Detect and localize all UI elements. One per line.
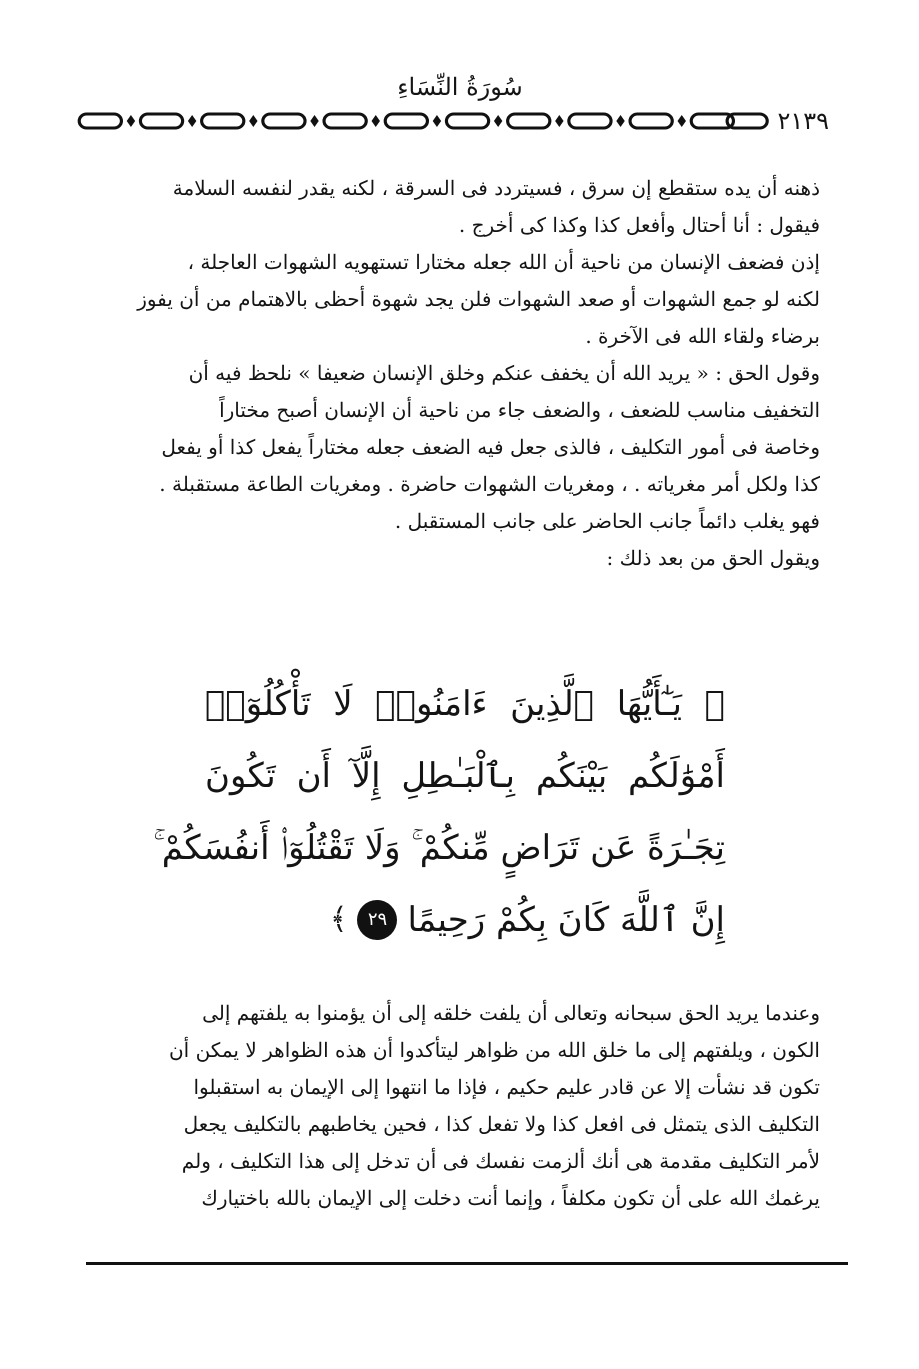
text-line: التخفيف مناسب للضعف ، والضعف جاء من ناحية أن الإنسان أصبح مختاراً xyxy=(219,398,820,422)
footer-rule xyxy=(86,1262,848,1265)
text-line: وعندما يريد الحق سبحانه وتعالى أن يلفت خلقه إلى أن يؤمنوا به يلفتهم إلى xyxy=(202,1001,820,1025)
text-line: وقول الحق : « يريد الله أن يخفف عنكم وخلق الإنسان ضعيفا » نلحظ فيه أن xyxy=(188,361,820,385)
text-line: فيقول : أنا أحتال وأفعل كذا وكذا كى أخرج . xyxy=(458,213,820,237)
aya-number-badge: ٢٩ xyxy=(357,900,397,940)
surah-title: سُورَةُ النِّسَاءِ xyxy=(397,73,523,101)
text-line: كذا ولكل أمر مغرياته . ، ومغريات الشهوات حاضرة . ومغريات الطاعة مستقبلة . xyxy=(159,472,820,496)
text-line: إذن فضعف الإنسان من ناحية أن الله جعله مختارا تستهويه الشهوات العاجلة ، xyxy=(187,250,820,274)
paragraph xyxy=(100,170,820,244)
header-ornament-row xyxy=(75,108,835,134)
commentary-top xyxy=(100,170,820,577)
text-line: الكون ، ويلفتهم إلى ما خلق الله من ظواهر ليتأكدوا أن هذه الظواهر لا يمكن أن xyxy=(168,1038,820,1062)
paragraph xyxy=(100,995,820,1217)
text-line: تكون قد نشأت إلا عن قادر عليم حكيم ، فإذا ما انتهوا إلى الإيمان به استقبلوا xyxy=(193,1075,820,1099)
text-line: لكنه لو جمع الشهوات أو صعد الشهوات فلن يجد شهوة أحظى بالاهتمام من أن يفوز xyxy=(137,287,820,311)
paragraph xyxy=(100,244,820,355)
text-line: ويقول الحق من بعد ذلك : xyxy=(606,546,820,570)
quran-verse xyxy=(153,668,725,956)
verse-line-final xyxy=(205,884,725,956)
page-number: ٢١٣٩ xyxy=(777,107,829,135)
paragraph xyxy=(100,540,820,577)
commentary-bottom xyxy=(100,995,820,1217)
text-line: برضاء ولقاء الله فى الآخرة . xyxy=(585,324,820,348)
chain-ornament xyxy=(75,108,771,134)
text-line: لأمر التكليف مقدمة هى أنك ألزمت نفسك فى أن تدخل إلى هذا التكليف ، ولم xyxy=(181,1149,820,1173)
text-line: التكليف الذى يتمثل فى افعل كذا ولا تفعل كذا ، فحين يخاطبهم بالتكليف يجعل xyxy=(183,1112,820,1136)
text-line: ذهنه أن يده ستقطع إن سرق ، فسيتردد فى السرقة ، لكنه يقدر لنفسه السلامة xyxy=(172,176,820,200)
text-line: وخاصة فى أمور التكليف ، فالذى جعل فيه الضعف جعله مختاراً يفعل كذا أو يفعل xyxy=(161,435,820,459)
verse-closing-bracket: ﴾ xyxy=(329,902,348,937)
verse-line: أَمْوَٰلَكُم بَيْنَكُم بِٱلْبَـٰطِلِ إِلَّآ أَن تَكُونَ xyxy=(205,756,725,796)
text-line: فهو يغلب دائماً جانب الحاضر على جانب المستقبل . xyxy=(394,509,820,533)
verse-line-text: إِنَّ ٱللَّهَ كَانَ بِكُمْ رَحِيمًا xyxy=(407,900,725,940)
verse-line: تِجَـٰرَةً عَن تَرَاضٍ مِّنكُمْ ۚ وَلَا تَقْتُلُوٓا۟ أَنفُسَكُمْ ۚ xyxy=(153,828,725,868)
text-line: يرغمك الله على أن تكون مكلفاً ، وإنما أنت دخلت إلى الإيمان بالله باختيارك xyxy=(201,1186,820,1210)
paragraph xyxy=(100,355,820,540)
verse-line: ﴿ يَـٰٓأَيُّهَا ٱلَّذِينَ ءَامَنُوا۟ لَا تَأْكُلُوٓا۟ xyxy=(205,684,725,724)
